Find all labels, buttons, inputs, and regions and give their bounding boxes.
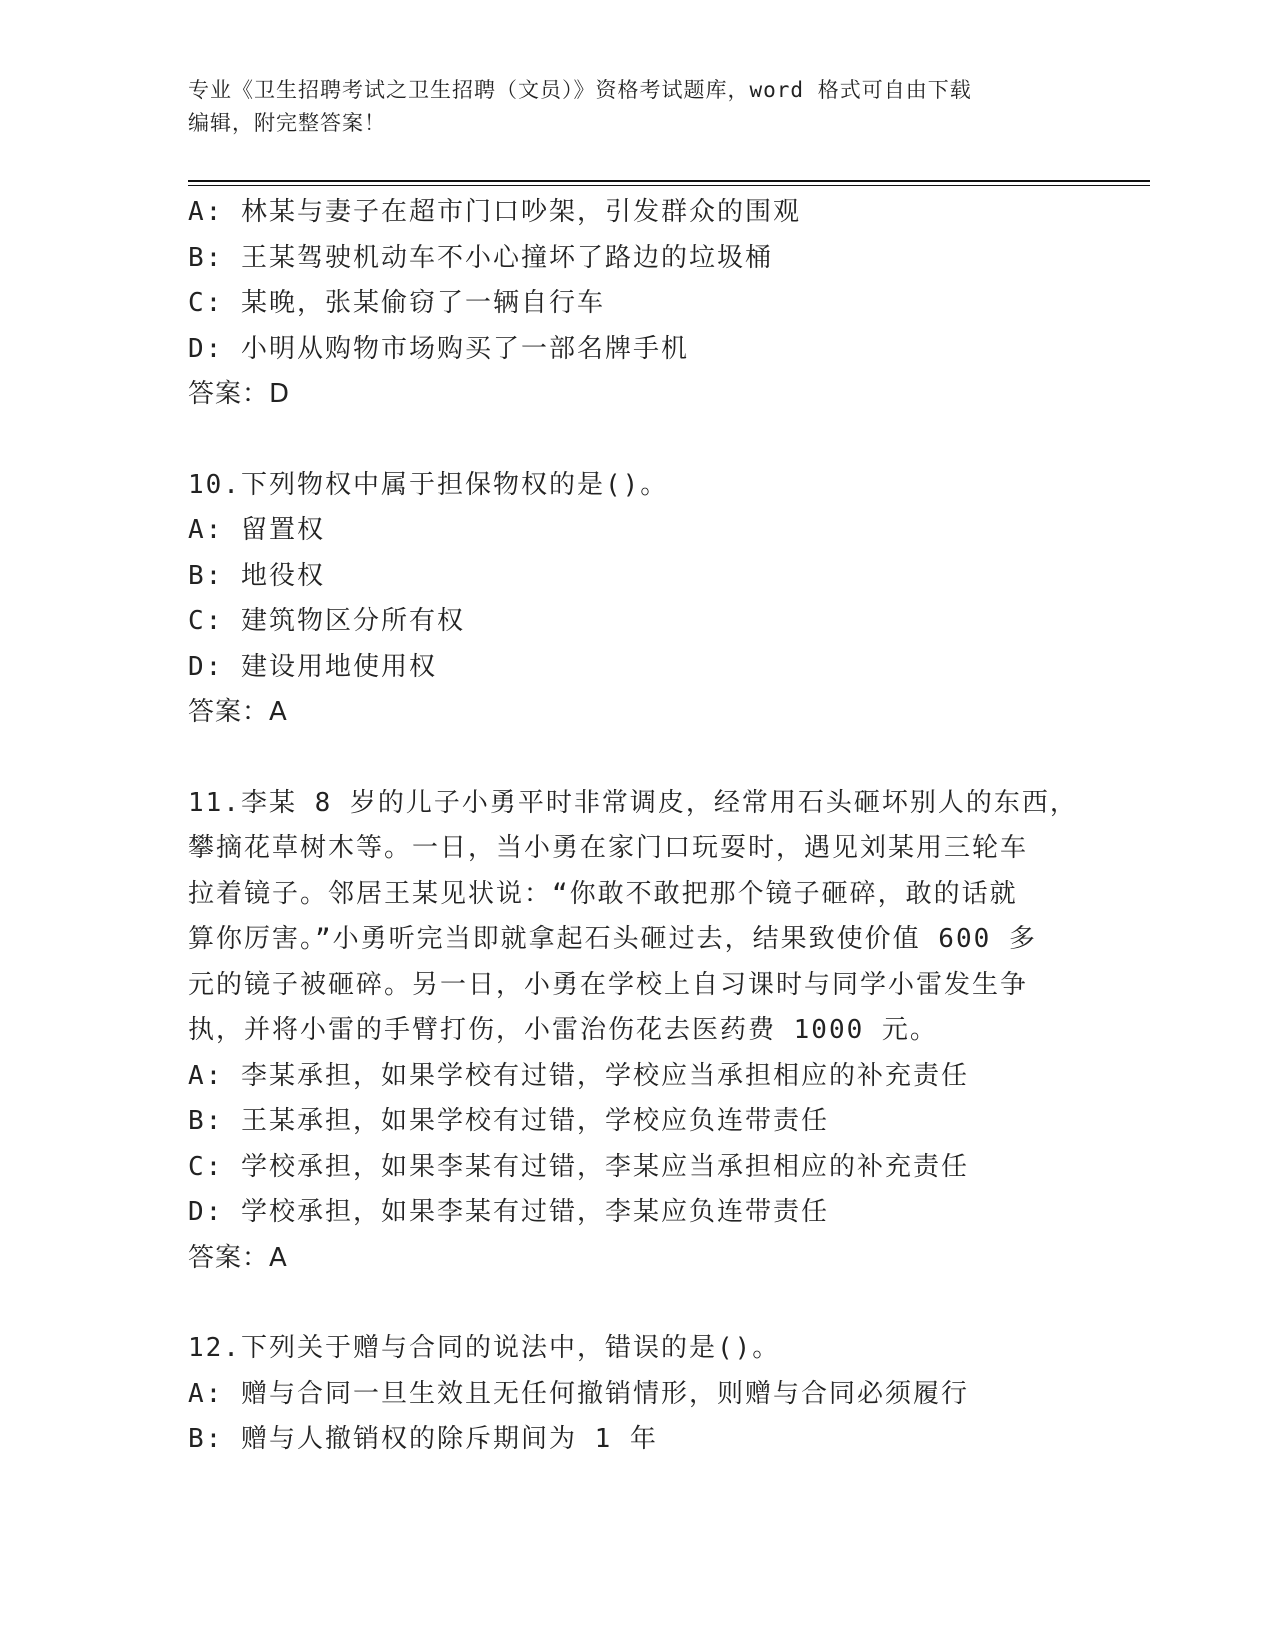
option-a: A: 留置权 xyxy=(188,515,325,545)
question-stem: 10.下列物权中属于担保物权的是()。 xyxy=(188,469,669,500)
stem-line: 拉着镜子。邻居王某见状说：“你敢不敢把那个镜子砸碎，敢的话就 xyxy=(188,878,1018,909)
question-stem xyxy=(188,781,1088,1054)
question-9 xyxy=(188,190,1088,418)
question-stem: 12.下列关于赠与合同的说法中，错误的是()。 xyxy=(188,1333,781,1363)
header-line-1: 专业《卫生招聘考试之卫生招聘（文员）》资格考试题库，word 格式可自由下载 xyxy=(188,78,972,102)
spacer xyxy=(188,736,1088,781)
answer: 答案：A xyxy=(188,1242,288,1273)
spacer xyxy=(188,1281,1088,1326)
header-divider-thin xyxy=(188,185,1150,186)
option-b: B: 王某驾驶机动车不小心撞坏了路边的垃圾桶 xyxy=(188,242,773,273)
question-11 xyxy=(188,781,1088,1282)
answer: 答案：A xyxy=(188,697,288,727)
header-divider-thick xyxy=(188,180,1150,182)
stem-line: 元的镜子被砸碎。另一日，小勇在学校上自习课时与同学小雷发生争 xyxy=(188,969,1029,1000)
header-line-2: 编辑，附完整答案！ xyxy=(188,111,386,135)
stem-line: 11.李某 8 岁的儿子小勇平时非常调皮，经常用石头砸坏别人的东西， xyxy=(188,787,1078,818)
answer: 答案：D xyxy=(188,379,291,409)
option-b: B: 地役权 xyxy=(188,560,325,591)
question-10 xyxy=(188,463,1088,736)
option-d: D: 建设用地使用权 xyxy=(188,651,437,682)
option-a: A: 赠与合同一旦生效且无任何撤销情形，则赠与合同必须履行 xyxy=(188,1378,969,1409)
option-b: B: 王某承担，如果学校有过错，学校应负连带责任 xyxy=(188,1106,829,1136)
option-b: B: 赠与人撤销权的除斥期间为 1 年 xyxy=(188,1424,658,1454)
option-a: A: 李某承担，如果学校有过错，学校应当承担相应的补充责任 xyxy=(188,1060,969,1091)
stem-line: 算你厉害。”小勇听完当即就拿起石头砸过去，结果致使价值 600 多 xyxy=(188,924,1037,954)
document-header xyxy=(188,74,1068,140)
stem-line: 攀摘花草树木等。一日，当小勇在家门口玩耍时，遇见刘某用三轮车 xyxy=(188,833,1029,863)
option-c: C: 某晚，张某偷窃了一辆自行车 xyxy=(188,288,605,318)
option-c: C: 建筑物区分所有权 xyxy=(188,606,465,636)
question-12 xyxy=(188,1326,1088,1463)
option-d: D: 小明从购物市场购买了一部名牌手机 xyxy=(188,333,689,364)
option-a: A: 林某与妻子在超市门口吵架，引发群众的围观 xyxy=(188,197,801,227)
spacer xyxy=(188,418,1088,463)
option-d: D: 学校承担，如果李某有过错，李某应负连带责任 xyxy=(188,1197,829,1227)
stem-line: 执，并将小雷的手臂打伤，小雷治伤花去医药费 1000 元。 xyxy=(188,1015,938,1045)
question-list xyxy=(188,190,1088,1463)
option-c: C: 学校承担，如果李某有过错，李某应当承担相应的补充责任 xyxy=(188,1151,969,1182)
